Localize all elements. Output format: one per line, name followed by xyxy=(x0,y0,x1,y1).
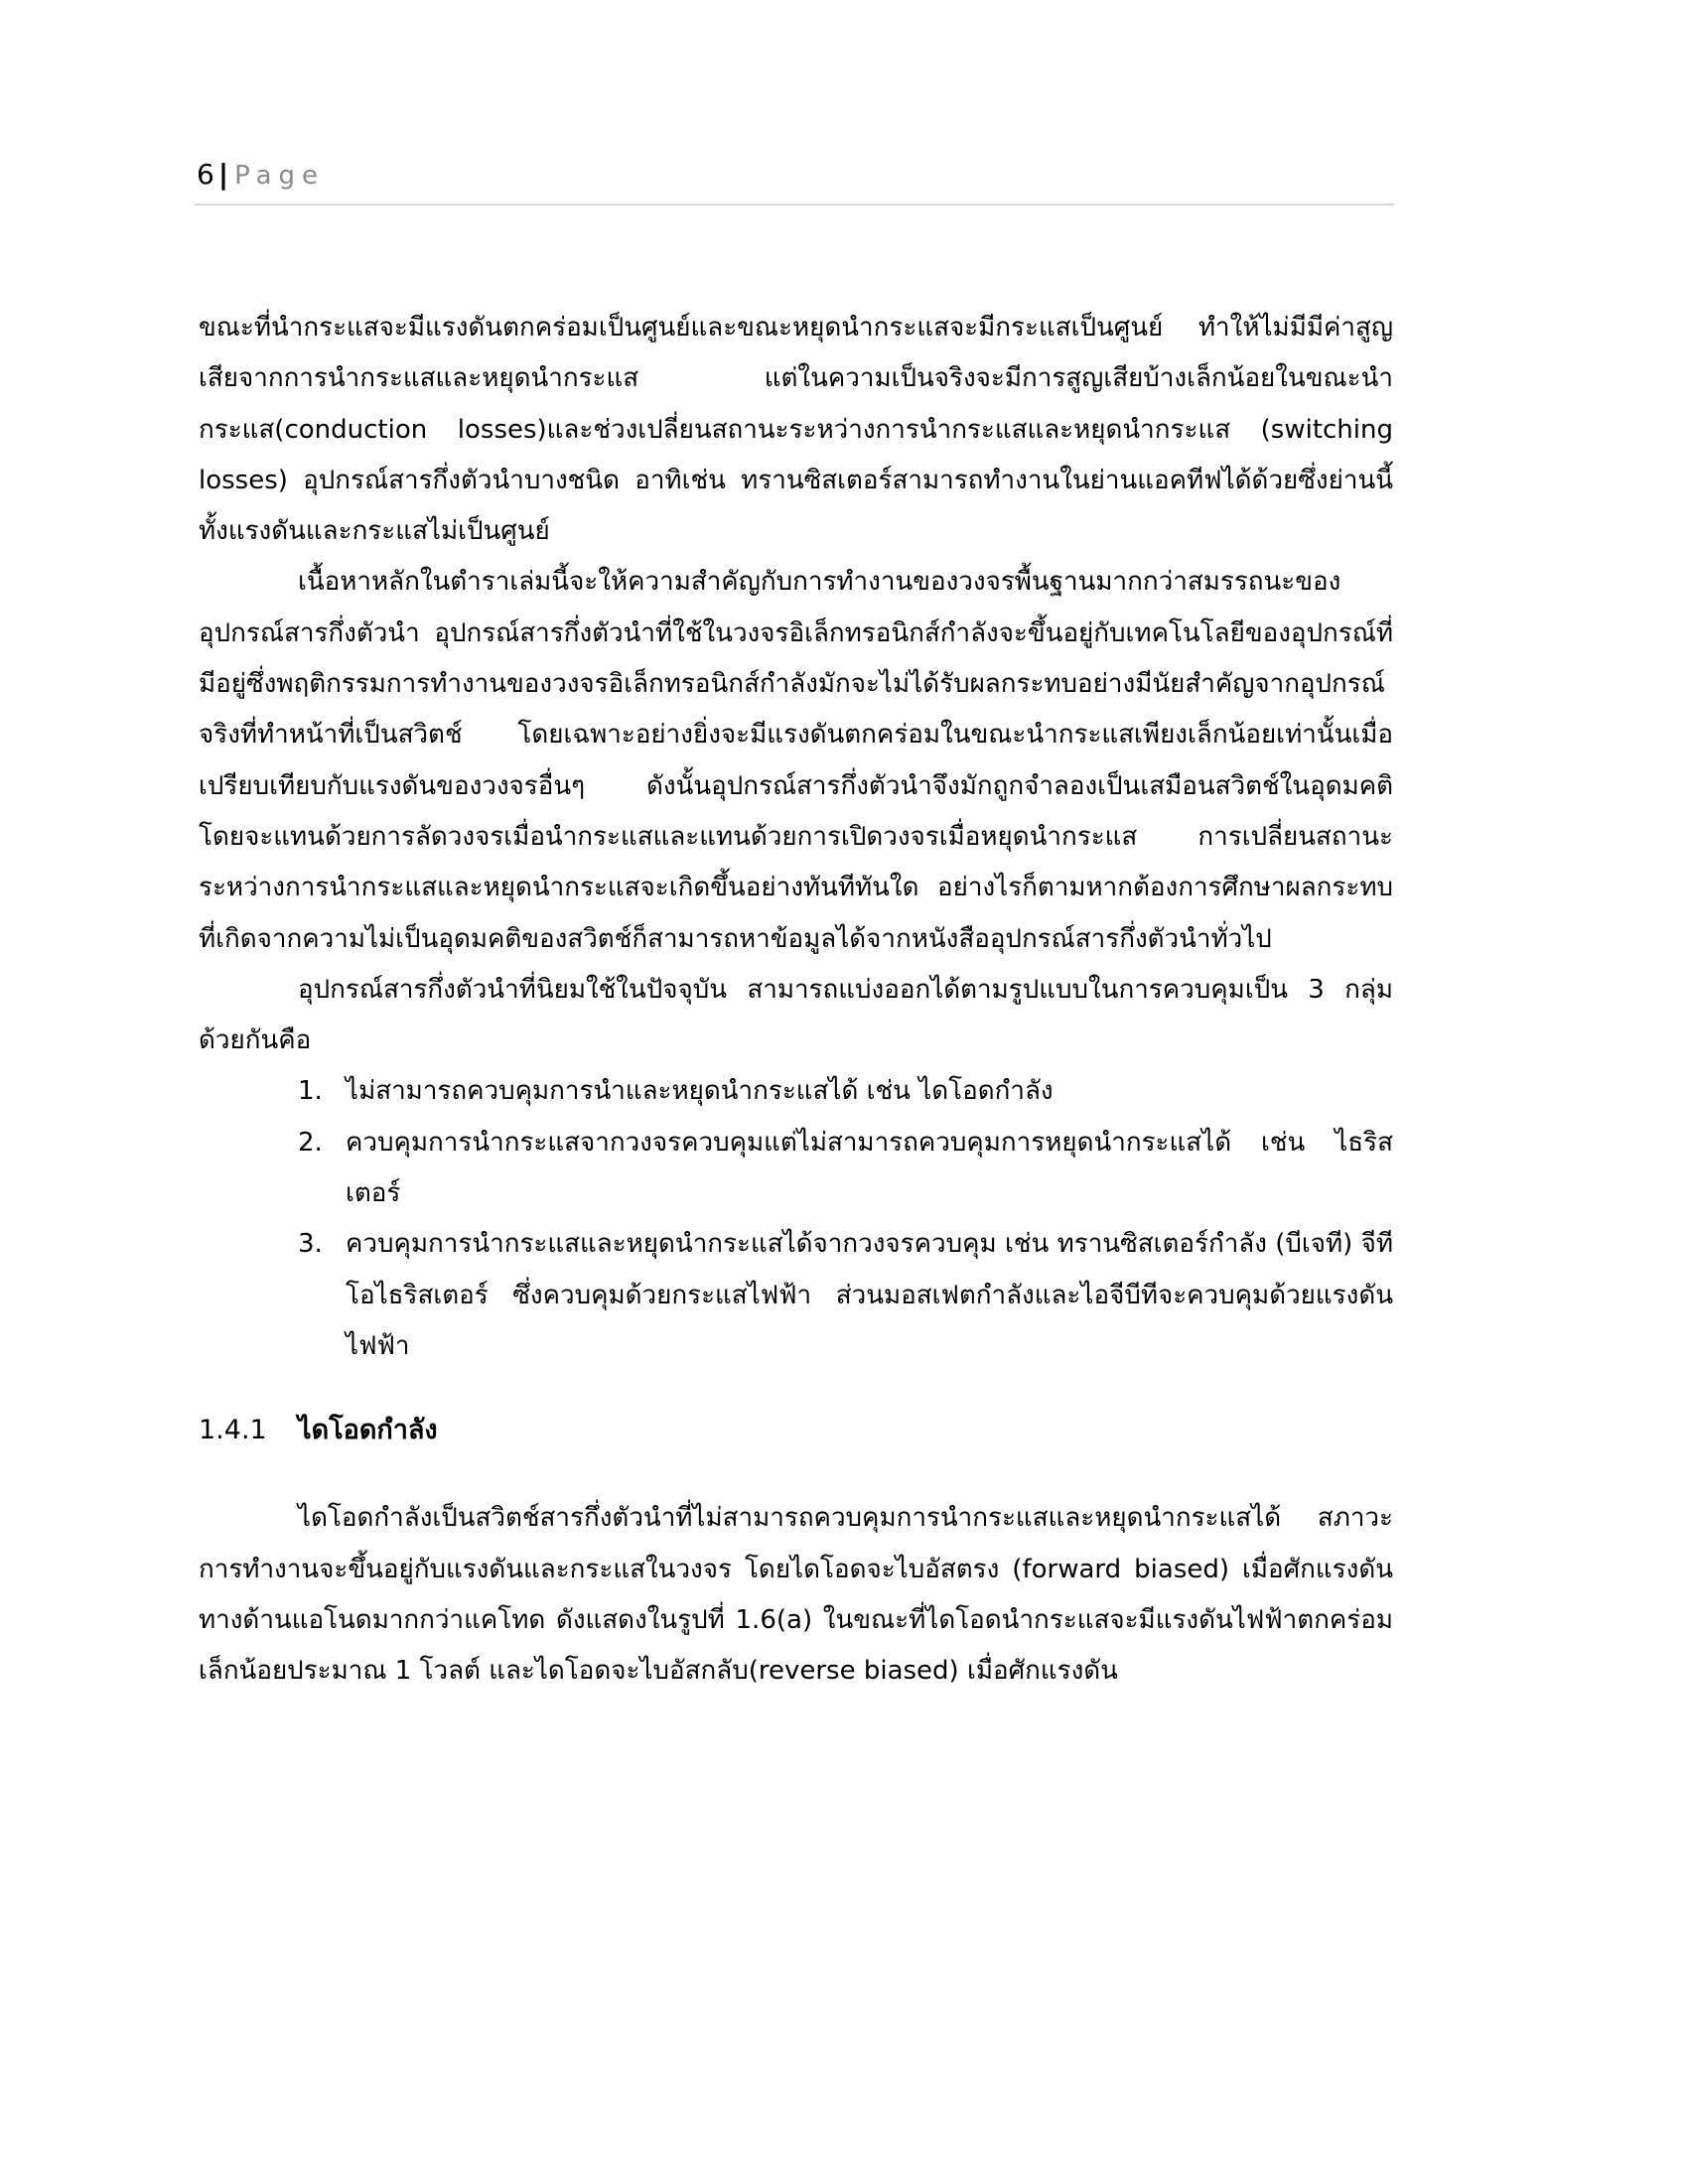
section-spacer xyxy=(199,1459,1393,1493)
list-item-text: ควบคุมการนำกระแสจากวงจรควบคุมแต่ไม่สามารถควบคุมการหยุดนำกระแสได้ เช่น ไธริสเตอร์ xyxy=(346,1127,1393,1209)
page-header xyxy=(197,155,325,196)
header-divider xyxy=(195,204,1394,205)
device-group-list xyxy=(199,1066,1393,1372)
list-item xyxy=(199,1066,1393,1117)
paragraph-power-diode: ไดโอดกำลังเป็นสวิตช์สารกึ่งตัวนำที่ไม่สามารถควบคุมการนำกระแสและหยุดนำกระแสได้ สภาวะการทำงานจะขึ้นอยู่กับแรงดันและกระแสในวงจร โดยไดโอดจะไบอัสตรง (forward biased) เมื่อศักแรงดันทางด้านแอโนดมากกว่าแคโทด ดังแสดงในรูปที่ 1.6(a) ในขณะที่ไดโอดนำกระแสจะมีแรงดันไฟฟ้าตกคร่อมเล็กน้อยประมาณ 1 โวลต์ และไดโอดจะไบอัสกลับ(reverse biased) เมื่อศักแรงดัน xyxy=(199,1503,1393,1687)
list-item xyxy=(199,1118,1393,1220)
section-number: 1.4.1 xyxy=(199,1415,267,1446)
page-label: Page xyxy=(234,161,326,191)
page-number: 6 xyxy=(197,158,214,191)
list-item-text: ควบคุมการนำกระแสและหยุดนำกระแสได้จากวงจรควบคุม เช่น ทรานซิสเตอร์กำลัง (บีเจที) จีทีโอไธริสเตอร์ ซึ่งควบคุมด้วยกระแสไฟฟ้า ส่วนมอสเฟตกำลังและไอจีบีทีจะควบคุมด้วยแรงดันไฟฟ้า xyxy=(346,1229,1393,1361)
paragraph-continuation: ขณะที่นำกระแสจะมีแรงดันตกคร่อมเป็นศูนย์และขณะหยุดนำกระแสจะมีกระแสเป็นศูนย์ ทำให้ไม่มีมีค่าสูญเสียจากการนำกระแสและหยุดนำกระแส แต่ในความเป็นจริงจะมีการสูญเสียบ้างเล็กน้อยในขณะนำกระแส(conduction losses)และช่วงเปลี่ยนสถานะระหว่างการนำกระแสและหยุดนำกระแส (switching losses) อุปกรณ์สารกึ่งตัวนำบางชนิด อาทิเช่น ทรานซิสเตอร์สามารถทำงานในย่านแอคทีฟได้ด้วยซึ่งย่านนี้ทั้งแรงดันและกระแสไม่เป็นศูนย์ xyxy=(199,313,1393,547)
section-heading xyxy=(199,1402,1393,1459)
list-item-number: 3. xyxy=(298,1229,323,1260)
header-separator: | xyxy=(217,158,229,191)
paragraph-device-groups: อุปกรณ์สารกึ่งตัวนำที่นิยมใช้ในปัจจุบัน สามารถแบ่งออกได้ตามรูปแบบในการควบคุมเป็น 3 กลุ่มด้วยกันคือ xyxy=(199,974,1393,1056)
document-body xyxy=(199,303,1393,1697)
list-item xyxy=(199,1219,1393,1372)
list-item-text: ไม่สามารถควบคุมการนำและหยุดนำกระแสได้ เช่น ไดโอดกำลัง xyxy=(346,1076,1054,1107)
list-item-number: 2. xyxy=(298,1127,323,1158)
section-title: ไดโอดกำลัง xyxy=(298,1415,438,1446)
paragraph-main-content: เนื้อหาหลักในตำราเล่มนี้จะให้ความสำคัญกับการทำงานของวงจรพื้นฐานมากกว่าสมรรถนะของอุปกรณ์สารกึ่งตัวนำ อุปกรณ์สารกึ่งตัวนำที่ใช้ในวงจรอิเล็กทรอนิกส์กำลังจะขึ้นอยู่กับเทคโนโลยีของอุปกรณ์ที่มีอยู่ซึ่งพฤติกรรมการทำงานของวงจรอิเล็กทรอนิกส์กำลังมักจะไม่ได้รับผลกระทบอย่างมีนัยสำคัญจากอุปกรณ์จริงที่ทำหน้าที่เป็นสวิตช์ โดยเฉพาะอย่างยิ่งจะมีแรงดันตกคร่อมในขณะนำกระแสเพียงเล็กน้อยเท่านั้นเมื่อเปรียบเทียบกับแรงดันของวงจรอื่นๆ ดังนั้นอุปกรณ์สารกึ่งตัวนำจึงมักถูกจำลองเป็นเสมือนสวิตช์ในอุดมคติ โดยจะแทนด้วยการลัดวงจรเมื่อนำกระแสและแทนด้วยการเปิดวงจรเมื่อหยุดนำกระแส การเปลี่ยนสถานะระหว่างการนำกระแสและหยุดนำกระแสจะเกิดขึ้นอย่างทันทีทันใด อย่างไรก็ตามหากต้องการศึกษาผลกระทบที่เกิดจากความไม่เป็นอุดมคติของสวิตช์ก็สามารถหาข้อมูลได้จากหนังสืออุปกรณ์สารกึ่งตัวนำทั่วไป xyxy=(199,567,1393,954)
list-item-number: 1. xyxy=(298,1076,323,1107)
